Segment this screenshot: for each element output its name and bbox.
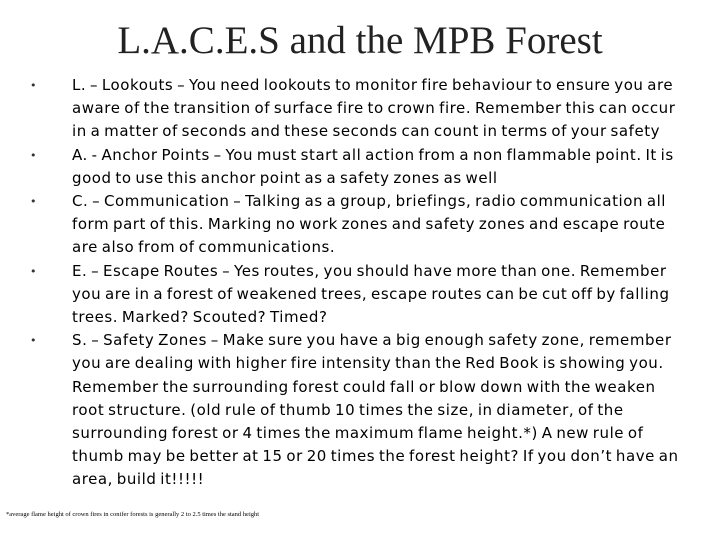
slide-title: L.A.C.E.S and the MPB Forest [117, 19, 603, 62]
bullet-item-anchor-points [30, 144, 680, 190]
bullet-text: L. – Lookouts – You need lookouts to monitor fire behaviour to ensure you are aware of the transition of surface fire to crown fire. Remember this can occur in a matter of seconds and these seconds can count in terms of your safety [72, 76, 676, 141]
bullet-item-lookouts [30, 74, 680, 144]
bullet-marker: • [30, 264, 38, 278]
bullet-item-escape-routes [30, 260, 680, 330]
bullet-text: A. - Anchor Points – You must start all action from a non flammable point. It is good to use this anchor point as a safety zones as well [72, 145, 674, 187]
bullet-text: C. – Communication – Talking as a group, briefings, radio communication all form part of this. Marking no work zones and safety zones and escape route are also from of communications. [72, 192, 667, 257]
bullet-text: S. – Safety Zones – Make sure you have a big enough safety zone, remember you are dealing with higher fire intensity than the Red Book is showing you. Remember the surrounding forest could fall or blow down with the weaken root structure. (old rule of thumb 10 times the size, in diameter, of the surrounding forest or 4 times the maximum flame height.*) A new rule of thumb may be better at 15 or 20 times the forest height? If you don’t have an area, build it!!!!! [72, 331, 679, 489]
bullet-text: E. – Escape Routes – Yes routes, you should have more than one. Remember you are in a forest of weakened trees, escape routes can be cut off by falling trees. Marked? Scouted? Timed? [72, 261, 670, 327]
bullet-marker: • [30, 148, 38, 162]
bullet-marker: • [30, 334, 38, 348]
footnote: *average flame height of crown fires in conifer forests is generally 2 to 2.5 times the stand height [6, 511, 260, 518]
bullet-item-communication [30, 190, 680, 260]
bullet-list [30, 74, 680, 492]
bullet-item-safety-zones [30, 329, 680, 491]
bullet-marker: • [30, 195, 38, 209]
bullet-marker: • [30, 79, 38, 92]
